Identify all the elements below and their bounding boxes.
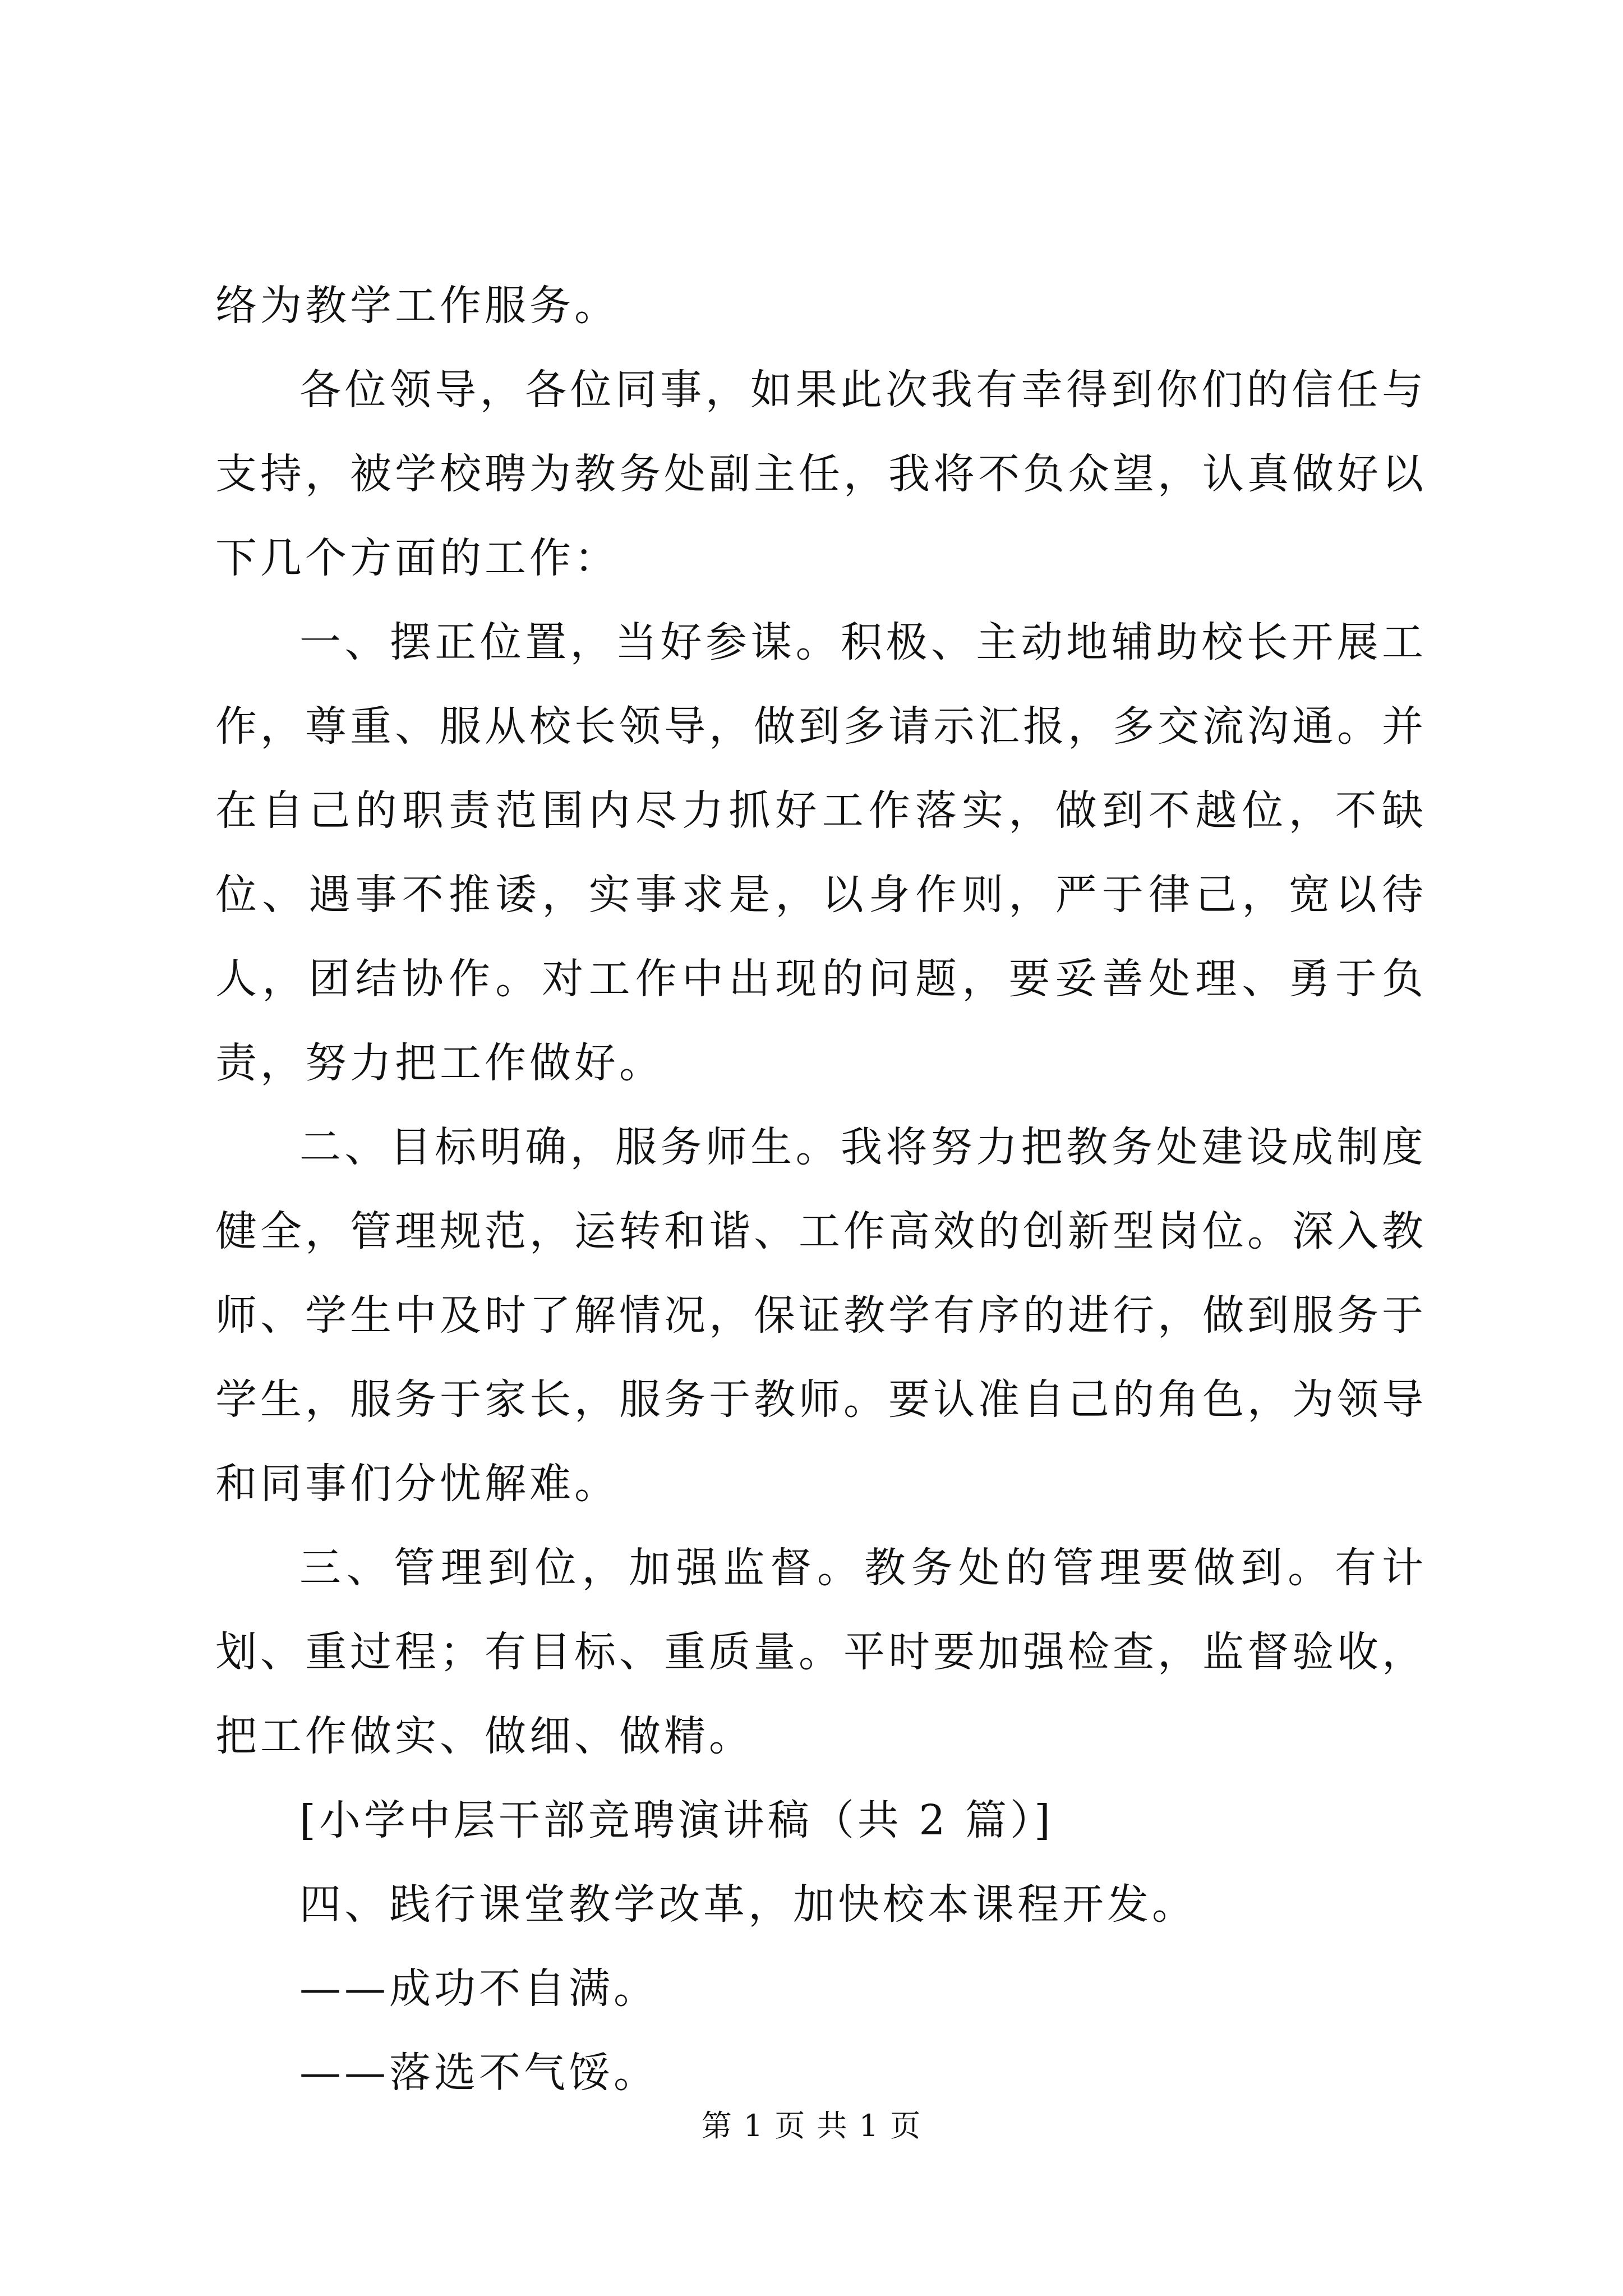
- paragraph-intro: 各位领导，各位同事，如果此次我有幸得到你们的信任与支持，被学校聘为教务处副主任，我将不负众望，认真做好以下几个方面的工作：: [215, 366, 1427, 582]
- paragraph-motto-one: ——成功不自满。: [299, 1964, 658, 2013]
- document-body: [215, 264, 1427, 2115]
- paragraph-continuation: 络为教学工作服务。: [215, 282, 619, 330]
- paragraph-title-note: [小学中层干部竞聘演讲稿（共 2 篇）]: [299, 1796, 1054, 1844]
- paragraph-motto-two: ——落选不气馁。: [299, 2049, 658, 2097]
- paragraph-point-one: 一、摆正位置，当好参谋。积极、主动地辅助校长开展工作，尊重、服从校长领导，做到多请示汇报，多交流沟通。并在自己的职责范围内尽力抓好工作落实，做到不越位，不缺位、遇事不推诿，实事求是，以身作则，严于律己，宽以待人，团结协作。对工作中出现的问题，要妥善处理、勇于负责，努力把工作做好。: [215, 618, 1427, 1087]
- page-footer: 第 1 页 共 1 页: [701, 2108, 922, 2143]
- paragraph-point-two: 二、目标明确，服务师生。我将努力把教务处建设成制度健全，管理规范，运转和谐、工作高效的创新型岗位。深入教师、学生中及时了解情况，保证教学有序的进行，做到服务于学生，服务于家长，服务于教师。要认准自己的角色，为领导和同事们分忧解难。: [215, 1123, 1427, 1508]
- paragraph-point-three: 三、管理到位，加强监督。教务处的管理要做到。有计划、重过程；有目标、重质量。平时要加强检查，监督验收，把工作做实、做细、做精。: [215, 1544, 1427, 1760]
- paragraph-point-four: 四、践行课堂教学改革，加快校本课程开发。: [299, 1880, 1197, 1929]
